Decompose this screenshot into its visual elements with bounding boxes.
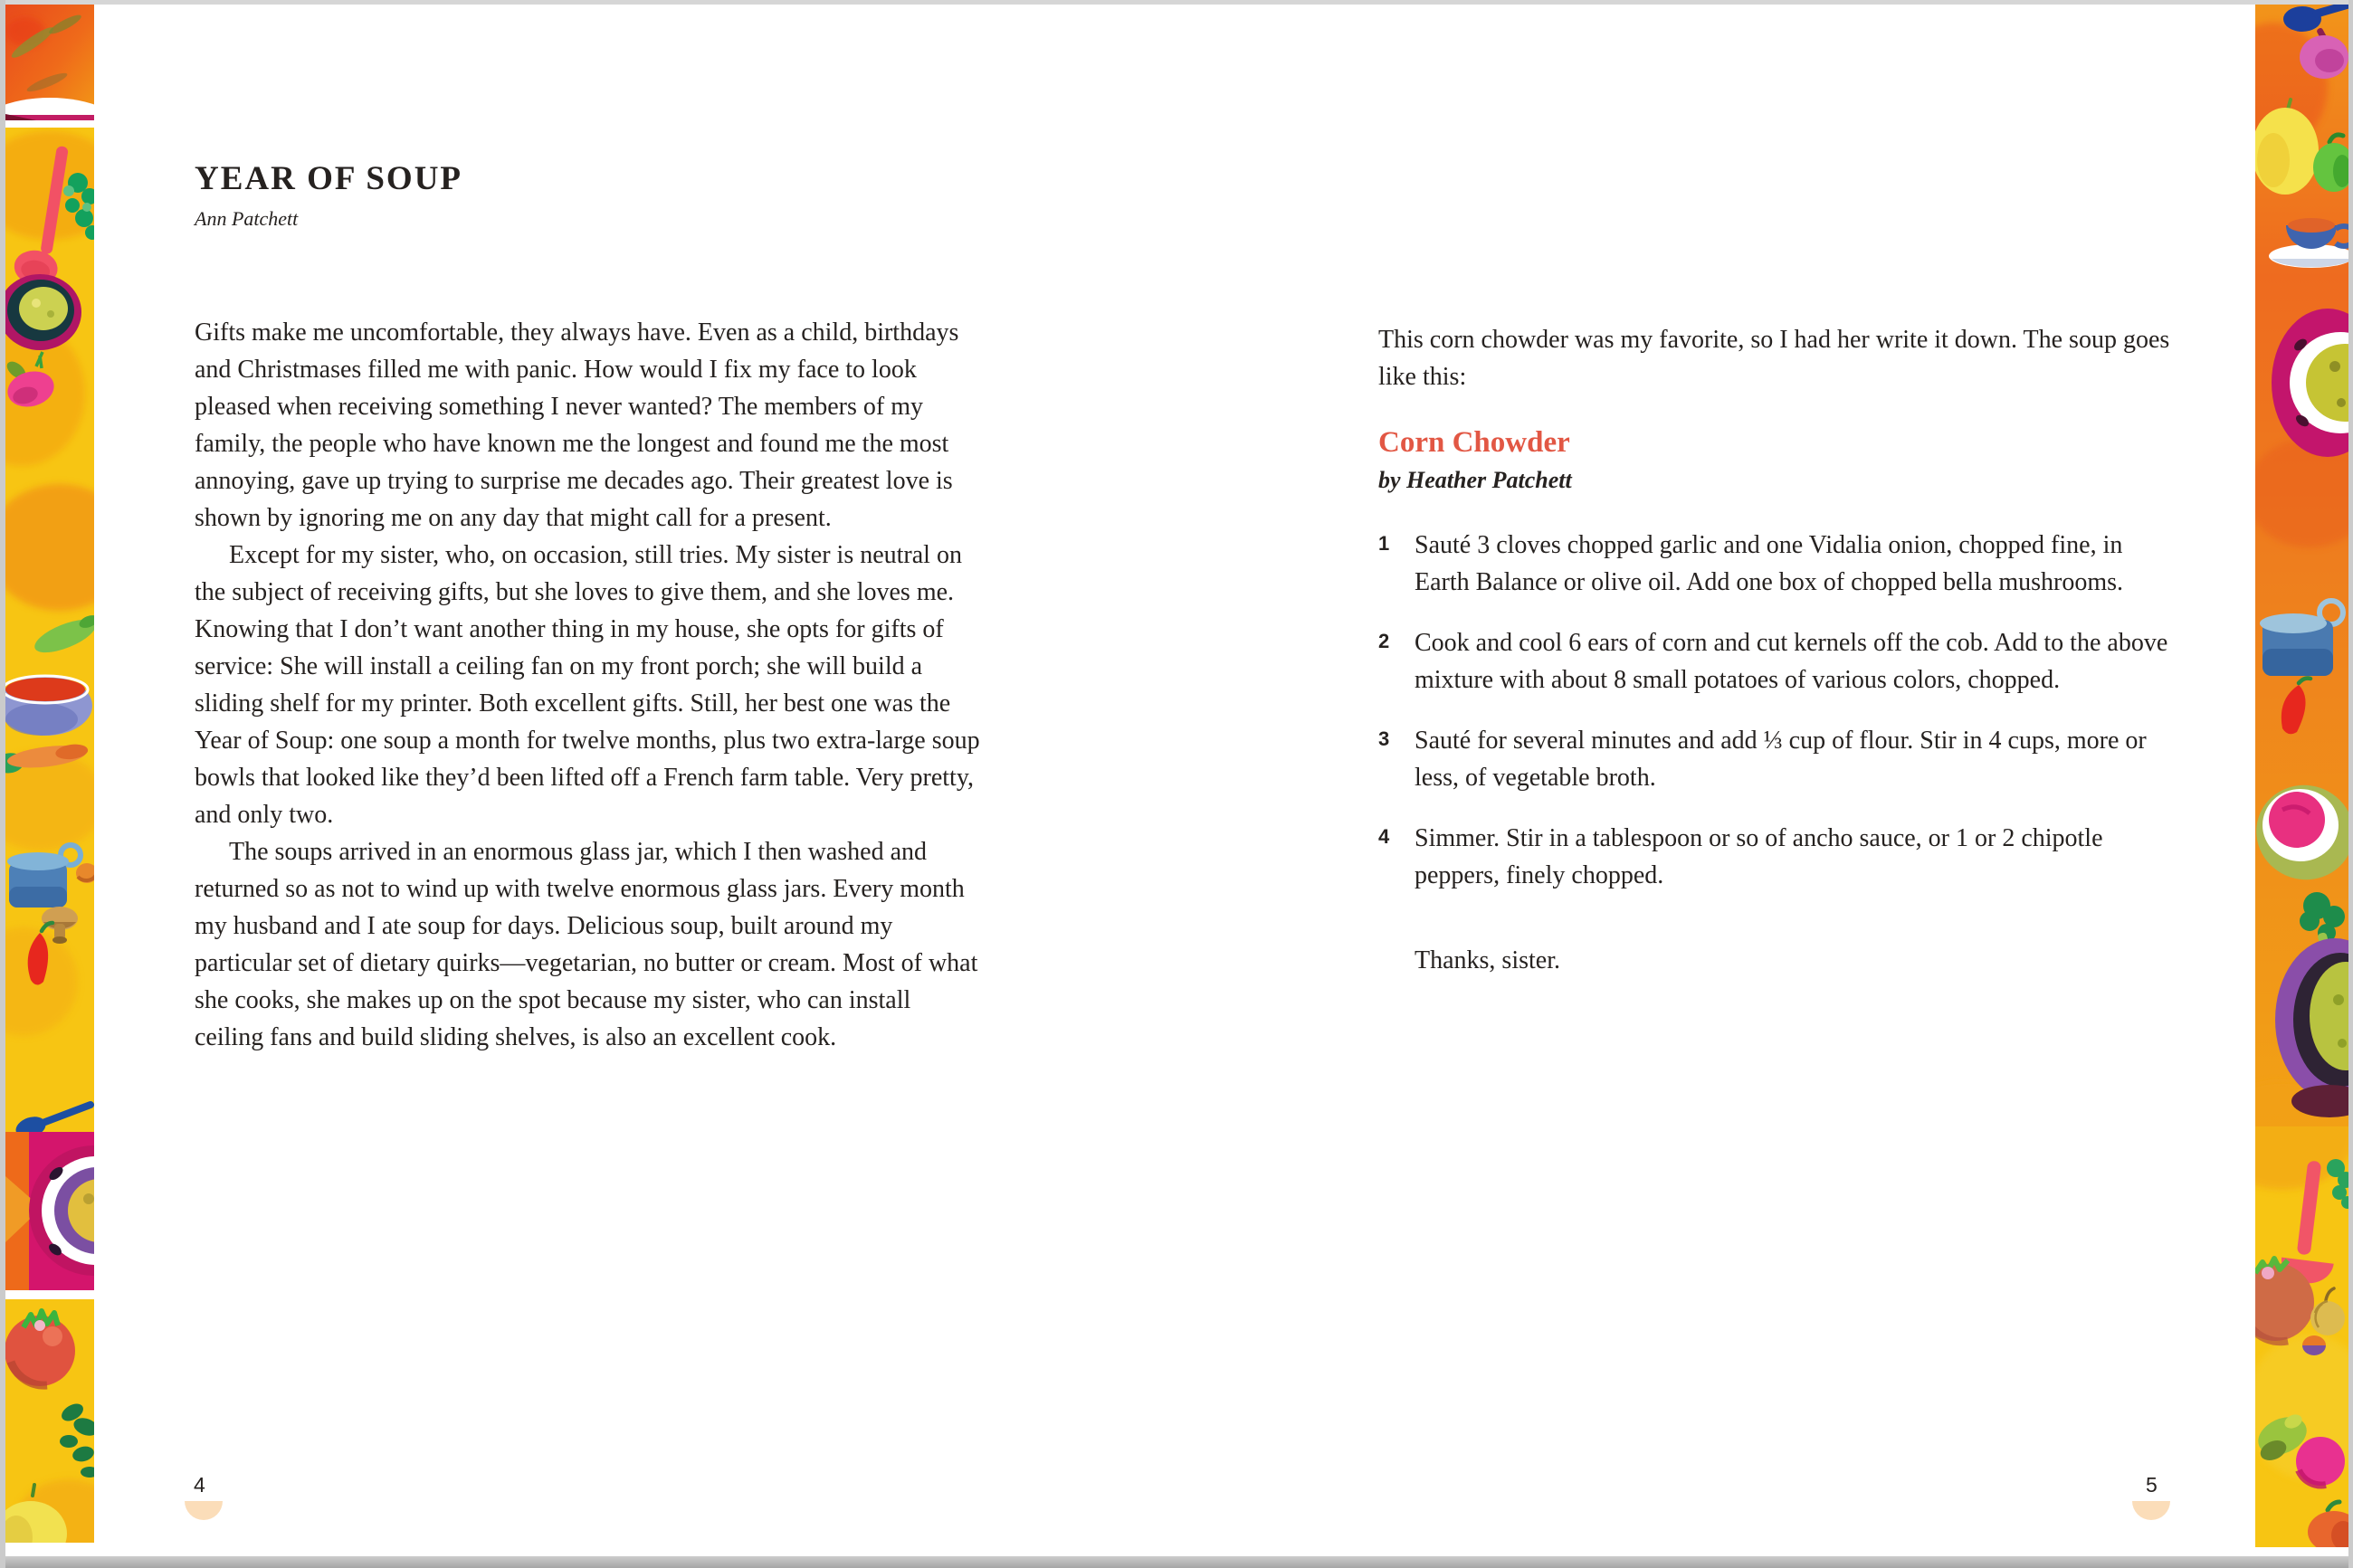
essay-paragraph: The soups arrived in an enormous glass jar, which I then washed and returned so as not to wind up with twelve enormous glass jars. Every month my husband and I ate soup for days. Delicious soup, built around my particular set of dietary quirks—vegetarian, no butter or cream. Most of what she cooks, she makes up on the spot because my sister, who can install ceiling fans and build sliding shelves, is also an excellent cook. — [195, 838, 978, 1051]
page-edge-bottom — [0, 1556, 2353, 1568]
step-text: Simmer. Stir in a tablespoon or so of ancho sauce, or 1 or 2 chipotle peppers, finely chopped. — [1415, 824, 2103, 889]
bowl-icon — [2132, 1501, 2170, 1520]
recipe-step — [1378, 527, 2175, 601]
recipe-byline: by Heather Patchett — [1378, 467, 1572, 493]
step-text: Cook and cool 6 ears of corn and cut kernels off the cob. Add to the above mixture with about 8 small potatoes of various colors, chopped. — [1415, 629, 2168, 694]
essay-paragraph: Except for my sister, who, on occasion, still tries. My sister is neutral on the subject of receiving gifts, but she loves to give them, and she loves me. Knowing that I don’t want another thing in my house, she opts for gifts of service: She will install a ceiling fan on my front porch; she will build a sliding shelf for my printer. Both excellent gifts. Still, her best one was the Year of Soup: one soup a month for twelve months, plus two extra-large soup bowls that looked like they’d been lifted off a French farm table. Very pretty, and only two. — [195, 541, 980, 829]
right-border-illustration — [2255, 5, 2348, 1547]
essay-title: YEAR OF SOUP — [195, 160, 463, 197]
page-edge-right — [2348, 0, 2353, 1568]
recipe-step — [1378, 722, 2175, 796]
essay-paragraph: Gifts make me uncomfortable, they always have. Even as a child, birthdays and Christmases filled me with panic. How would I fix my face to look pleased when receiving something I never wanted? The members of my family, the people who have known me the longest and found me the most annoying, gave up trying to surprise me decades ago. Their greatest love is shown by ignoring me on any day that might call for a present. — [195, 318, 959, 532]
essay-author: Ann Patchett — [195, 207, 299, 230]
watercolor-food-strip-left-icon — [5, 5, 94, 1547]
step-number: 2 — [1378, 630, 1390, 652]
recipe-closing: Thanks, sister. — [1415, 946, 1560, 974]
recipe-step — [1378, 624, 2175, 698]
essay-body — [195, 314, 980, 1056]
bowl-icon — [185, 1501, 223, 1520]
step-text: Sauté 3 cloves chopped garlic and one Vidalia onion, chopped fine, in Earth Balance or olive oil. Add one box of chopped bella mushrooms. — [1415, 531, 2124, 596]
page-number-right: 5 — [2146, 1473, 2158, 1497]
page-edge-top — [0, 0, 2353, 5]
right-page — [1378, 321, 2175, 1001]
page-number-left: 4 — [194, 1473, 205, 1497]
recipe-steps — [1378, 527, 2175, 894]
page-edge-left — [0, 0, 5, 1568]
step-number: 3 — [1378, 727, 1390, 750]
left-page — [195, 159, 980, 1056]
step-text: Sauté for several minutes and add ⅓ cup of flour. Stir in 4 cups, more or less, of vegetable broth. — [1415, 727, 2147, 792]
left-border-illustration — [5, 5, 94, 1547]
step-number: 4 — [1378, 825, 1390, 848]
step-number: 1 — [1378, 532, 1390, 555]
watercolor-food-strip-right-icon — [2255, 5, 2348, 1547]
recipe-intro: This corn chowder was my favorite, so I had her write it down. The soup goes like this: — [1378, 326, 2170, 391]
recipe-step — [1378, 820, 2175, 894]
recipe-title: Corn Chowder — [1378, 426, 1570, 459]
